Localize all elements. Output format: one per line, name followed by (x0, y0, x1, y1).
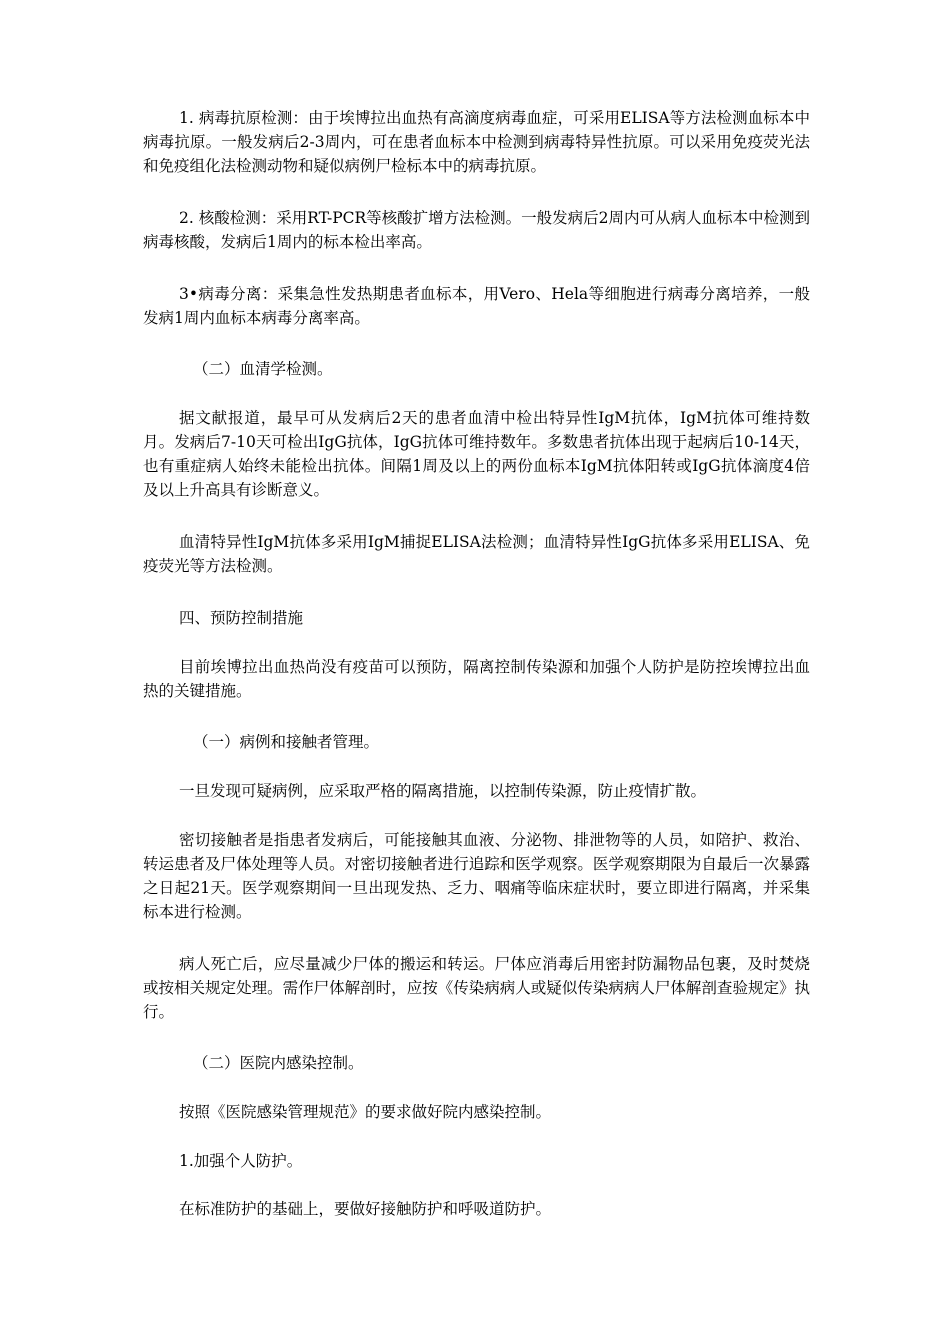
heading-prevention: 四、预防控制措施 (179, 609, 304, 627)
paragraph-virus-isolation: 3•病毒分离：采集急性发热期患者血标本，用Vero、Hela等细胞进行病毒分离培养，一般发病1周内血标本病毒分离率高。 (143, 285, 810, 327)
paragraph-close-contacts: 密切接触者是指患者发病后，可能接触其血液、分泌物、排泄物等的人员，如陪护、救治、转运患者及尸体处理等人员。对密切接触者进行追踪和医学观察。医学观察期限为自最后一次暴露之日起21天。医学观察期间一旦出现发热、乏力、咽痛等临床症状时，要立即进行隔离，并采集标本进行检测。 (143, 831, 810, 921)
heading-serology: （二）血清学检测。 (193, 360, 333, 378)
heading-personal-protection: 1.加强个人防护。 (179, 1152, 303, 1170)
paragraph-contact-respiratory-protection: 在标准防护的基础上，要做好接触防护和呼吸道防护。 (179, 1200, 552, 1218)
paragraph-prevention-intro: 目前埃博拉出血热尚没有疫苗可以预防，隔离控制传染源和加强个人防护是防控埃博拉出血热的关键措施。 (143, 658, 810, 700)
paragraph-antibody-methods: 血清特异性IgM抗体多采用IgM捕捉ELISA法检测；血清特异性IgG抗体多采用ELISA、免疫荧光等方法检测。 (143, 533, 810, 575)
paragraph-body-handling: 病人死亡后，应尽量减少尸体的搬运和转运。尸体应消毒后用密封防漏物品包裹，及时焚烧或按相关规定处理。需作尸体解剖时，应按《传染病病人或疑似传染病病人尸体解剖查验规定》执行。 (143, 955, 810, 1021)
heading-hospital-infection-control: （二）医院内感染控制。 (193, 1054, 364, 1072)
paragraph-antigen-detection: 1. 病毒抗原检测：由于埃博拉出血热有高滴度病毒血症，可采用ELISA等方法检测血标本中病毒抗原。一般发病后2-3周内，可在患者血标本中检测到病毒特异性抗原。可以采用免疫荧光法和免疫组化法检测动物和疑似病例尸检标本中的病毒抗原。 (143, 109, 810, 175)
paragraph-antibody-report: 据文献报道，最早可从发病后2天的患者血清中检出特异性IgM抗体，IgM抗体可维持数月。发病后7-10天可检出IgG抗体，IgG抗体可维持数年。多数患者抗体出现于起病后10-14天，也有重症病人始终未能检出抗体。间隔1周及以上的两份血标本IgM抗体阳转或IgG抗体滴度4倍及以上升高具有诊断意义。 (143, 409, 810, 499)
paragraph-nucleic-acid-detection: 2. 核酸检测：采用RT-PCR等核酸扩增方法检测。一般发病后2周内可从病人血标本中检测到病毒核酸，发病后1周内的标本检出率高。 (143, 209, 811, 251)
paragraph-isolation: 一旦发现可疑病例，应采取严格的隔离措施，以控制传染源，防止疫情扩散。 (179, 782, 707, 800)
paragraph-infection-control-norms: 按照《医院感染管理规范》的要求做好院内感染控制。 (179, 1103, 552, 1121)
heading-case-contact-management: （一）病例和接触者管理。 (193, 733, 380, 751)
